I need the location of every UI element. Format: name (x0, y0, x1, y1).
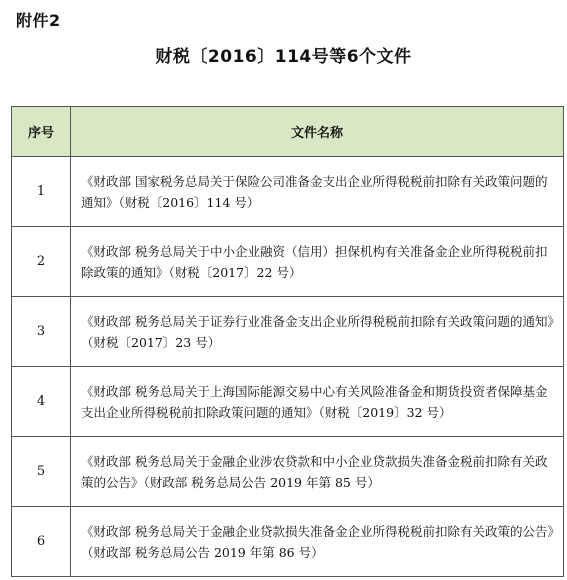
row-file-name: 《财政部 税务总局关于上海国际能源交易中心有关风险准备金和期货投资者保障基金支出企业所得税税前扣除政策问题的通知》（财税〔2019〕32 号） (71, 367, 564, 437)
row-file-name: 《财政部 税务总局关于金融企业涉农贷款和中小企业贷款损失准备金税前扣除有关政策的公告》（财政部 税务总局公告 2019 年第 85 号） (71, 437, 564, 507)
file-list-table (11, 106, 564, 577)
row-file-name: 《财政部 国家税务总局关于保险公司准备金支出企业所得税税前扣除有关政策问题的通知》（财税〔2016〕114 号） (71, 157, 564, 227)
table-row (12, 367, 564, 437)
row-file-name: 《财政部 税务总局关于证券行业准备金支出企业所得税税前扣除有关政策问题的通知》（财税〔2017〕23 号） (71, 297, 564, 367)
row-index: 3 (12, 297, 71, 367)
table-row (12, 297, 564, 367)
attachment-label: 附件2 (16, 11, 61, 30)
header-file-name: 文件名称 (71, 107, 564, 157)
table-row (12, 227, 564, 297)
row-index: 4 (12, 367, 71, 437)
table-row (12, 507, 564, 577)
table-row (12, 157, 564, 227)
header-index: 序号 (12, 107, 71, 157)
row-file-name: 《财政部 税务总局关于金融企业贷款损失准备金企业所得税税前扣除有关政策的公告》（财政部 税务总局公告 2019 年第 86 号） (71, 507, 564, 577)
table-row (12, 437, 564, 507)
row-index: 1 (12, 157, 71, 227)
row-file-name: 《财政部 税务总局关于中小企业融资（信用）担保机构有关准备金企业所得税税前扣除政策的通知》（财税〔2017〕22 号） (71, 227, 564, 297)
document-title: 财税〔2016〕114号等6个文件 (155, 47, 412, 67)
table-header-row (12, 107, 564, 157)
row-index: 2 (12, 227, 71, 297)
row-index: 5 (12, 437, 71, 507)
row-index: 6 (12, 507, 71, 577)
